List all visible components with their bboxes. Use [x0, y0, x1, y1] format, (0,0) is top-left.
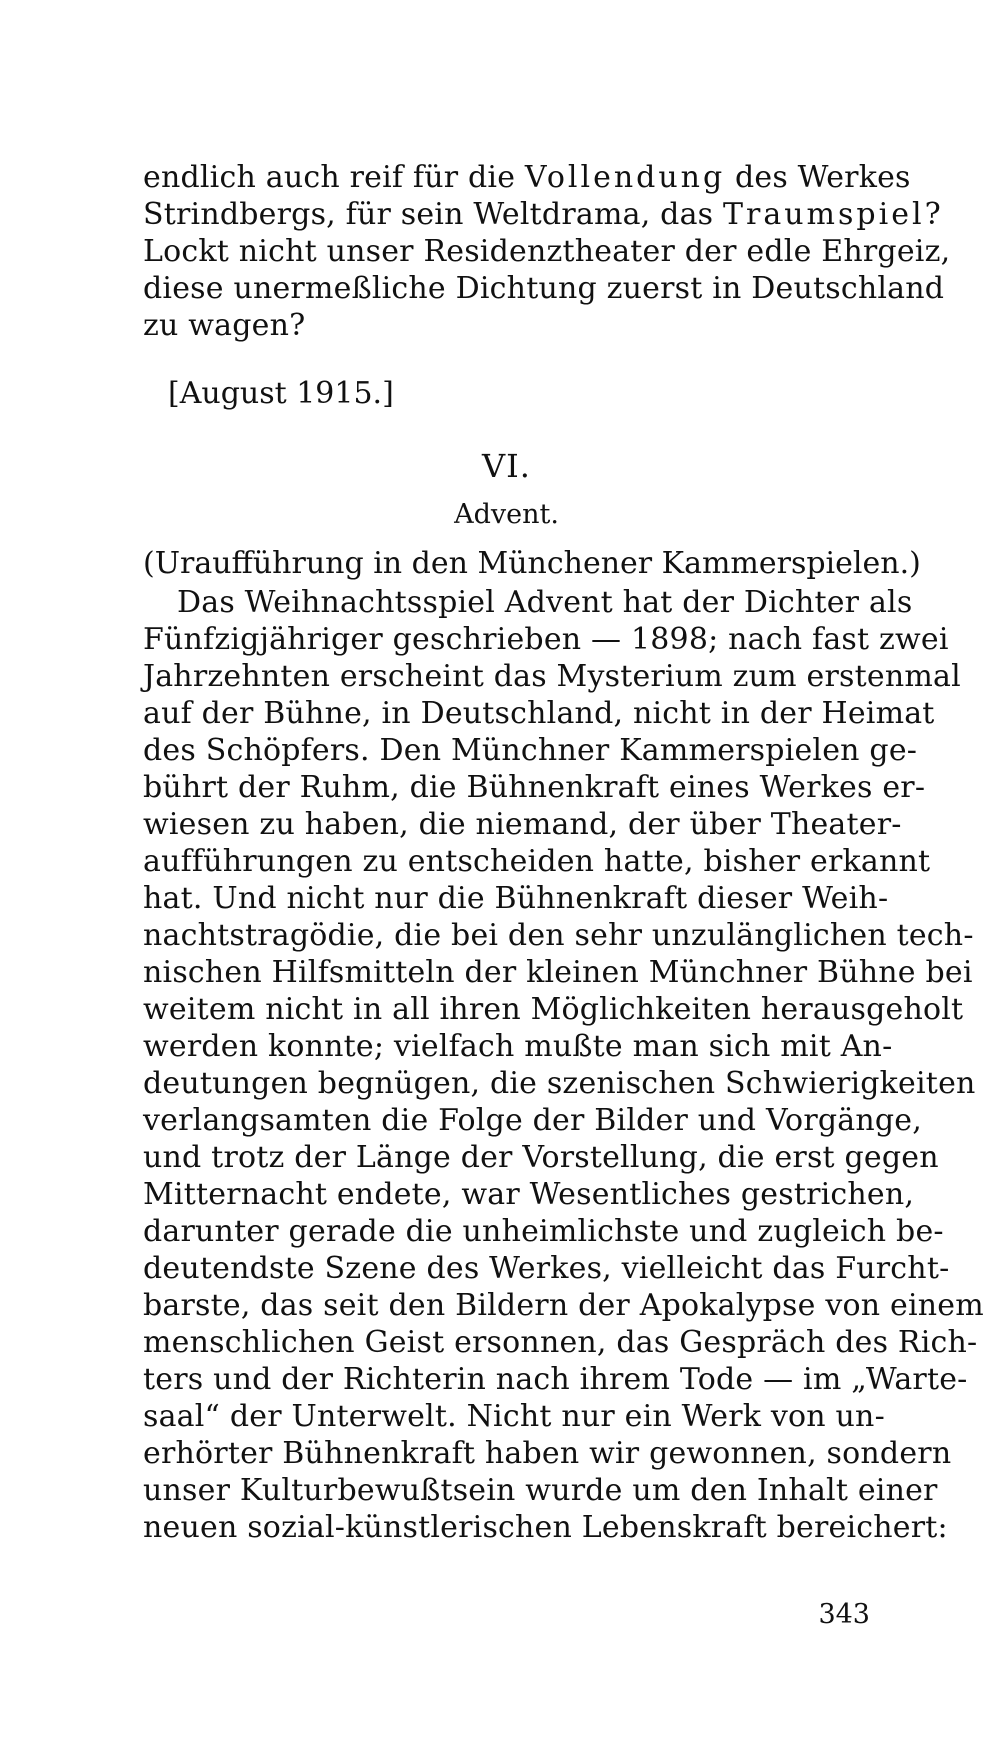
text-line: Strindbergs, für sein Weltdrama, das Traumspiel?	[143, 197, 941, 232]
text-line: zu wagen?	[143, 308, 306, 343]
text-line: deutungen begnügen, die szenischen Schwierigkeiten	[143, 1066, 976, 1101]
text-line: aufführungen zu entscheiden hatte, bisher erkannt	[143, 844, 931, 879]
text-line: weitem nicht in all ihren Möglichkeiten herausgeholt	[143, 992, 964, 1027]
body-paragraph	[143, 584, 984, 1546]
spaced-emphasis: Vollendung	[524, 160, 726, 195]
section-title: Advent.	[454, 499, 559, 530]
text-line: nischen Hilfsmitteln der kleinen Münchner Bühne bei	[143, 955, 973, 990]
text-line: Mitternacht endete, war Wesentliches gestrichen,	[143, 1177, 915, 1212]
text-line: werden konnte; vielfach mußte man sich mit An-	[143, 1029, 893, 1064]
text-line: auf der Bühne, in Deutschland, nicht in der Heimat	[143, 696, 935, 731]
text-line: menschlichen Geist ersonnen, das Gespräch des Rich-	[143, 1325, 978, 1360]
top-paragraph	[143, 159, 951, 344]
text-line: Jahrzehnten erscheint das Mysterium zum erstenmal	[143, 659, 961, 694]
text-line: unser Kulturbewußtsein wurde um den Inhalt einer	[143, 1473, 938, 1508]
text-line: Fünfzigjähriger geschrieben — 1898; nach fast zwei	[143, 622, 949, 657]
text-line: Das Weihnachtsspiel Advent hat der Dichter als	[177, 585, 913, 620]
section-subtitle: (Uraufführung in den Münchener Kammerspielen.)	[143, 546, 921, 581]
text-line: darunter gerade die unheimlichste und zugleich be-	[143, 1214, 944, 1249]
text-line: endlich auch reif für die Vollendung des Werkes	[143, 160, 911, 195]
text-line: und trotz der Länge der Vorstellung, die erst gegen	[143, 1140, 939, 1175]
date-note: [August 1915.]	[168, 376, 394, 411]
text-line: wiesen zu haben, die niemand, der über Theater-	[143, 807, 902, 842]
page-number: 343	[818, 1599, 870, 1630]
text-line: neuen sozial-künstlerischen Lebenskraft bereichert:	[143, 1510, 948, 1545]
text-line: barste, das seit den Bildern der Apokalypse von einem	[143, 1288, 984, 1323]
spaced-emphasis: Traumspiel	[723, 197, 925, 232]
text-line: verlangsamten die Folge der Bilder und Vorgänge,	[143, 1103, 922, 1138]
text-line: hat. Und nicht nur die Bühnenkraft dieser Weih-	[143, 881, 889, 916]
text-line: Lockt nicht unser Residenztheater der edle Ehrgeiz,	[143, 234, 951, 269]
text-line: saal“ der Unterwelt. Nicht nur ein Werk von un-	[143, 1399, 885, 1434]
section-number: VI.	[482, 447, 531, 485]
text-line: ters und der Richterin nach ihrem Tode — im „Warte-	[143, 1362, 968, 1397]
text-line: bührt der Ruhm, die Bühnenkraft eines Werkes er-	[143, 770, 926, 805]
text-line: erhörter Bühnenkraft haben wir gewonnen, sondern	[143, 1436, 952, 1471]
text-line: diese unermeßliche Dichtung zuerst in Deutschland	[143, 271, 945, 306]
text-line: nachtstragödie, die bei den sehr unzulänglichen tech-	[143, 918, 974, 953]
text-line: des Schöpfers. Den Münchner Kammerspielen ge-	[143, 733, 918, 768]
text-line: deutendste Szene des Werkes, vielleicht das Furcht-	[143, 1251, 950, 1286]
